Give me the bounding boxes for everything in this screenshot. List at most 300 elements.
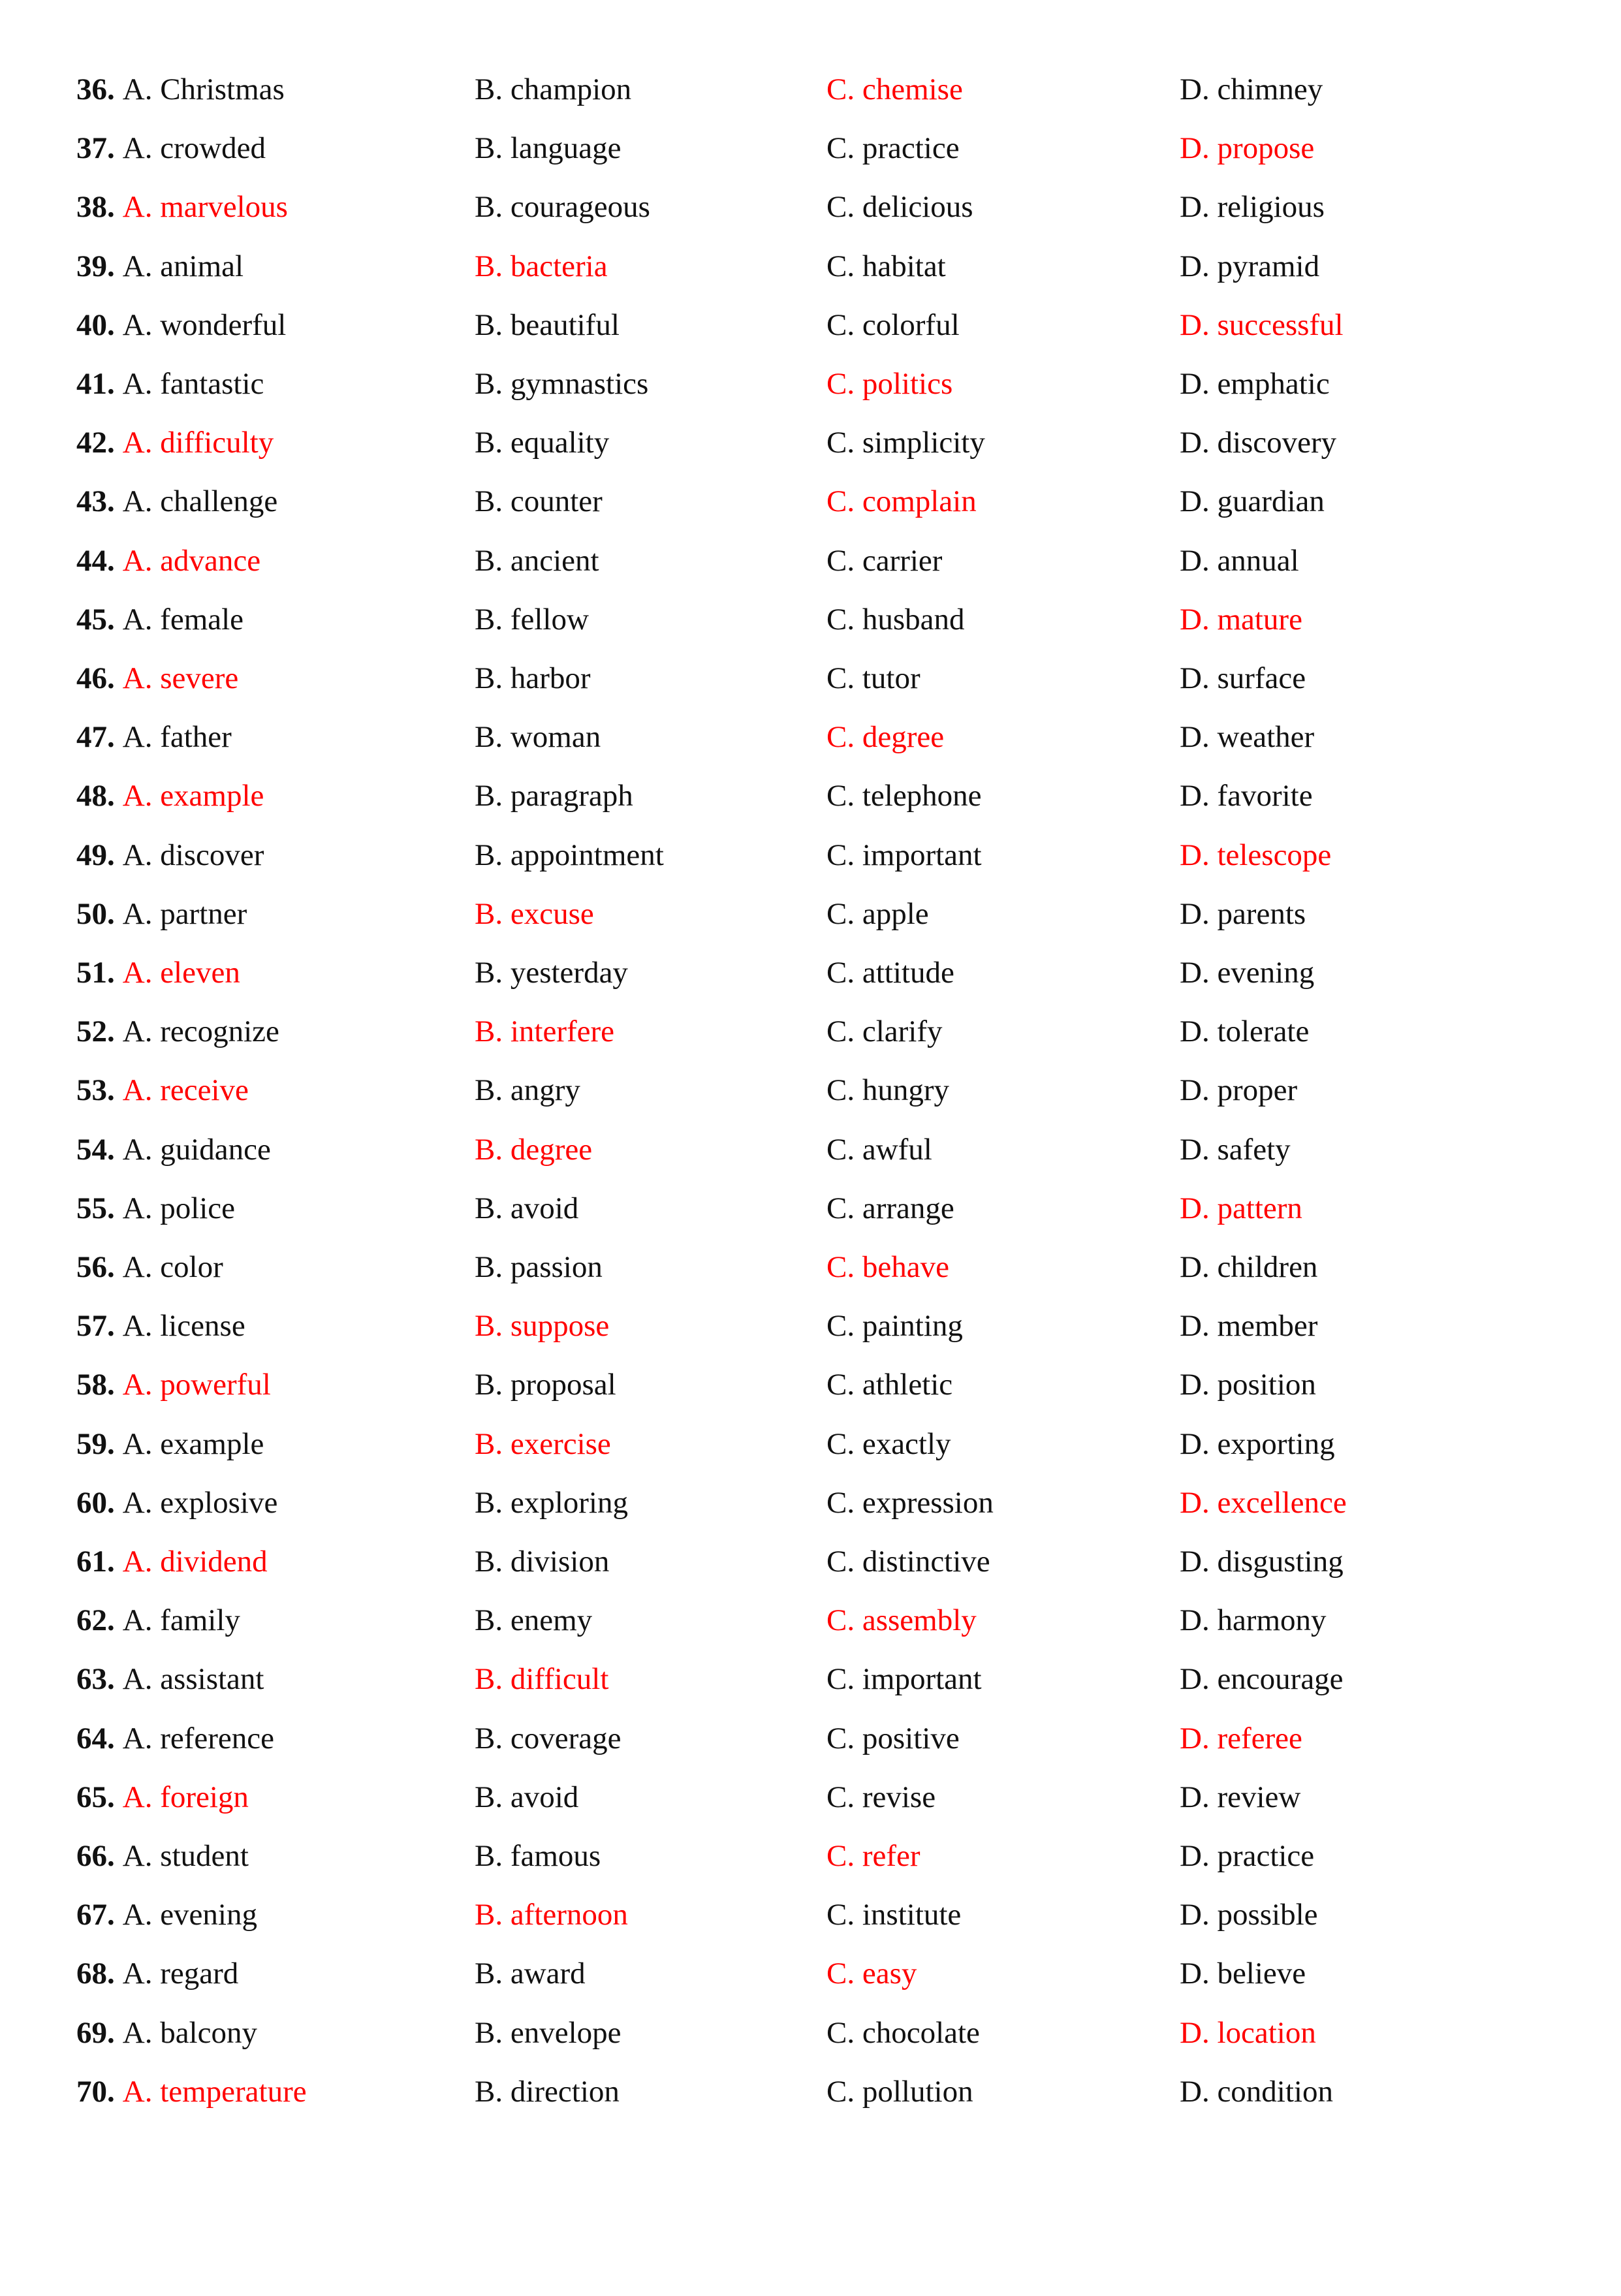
option-text: B. avoid [475, 1780, 579, 1814]
option-text: D. children [1180, 1250, 1318, 1284]
option-b [475, 1532, 609, 1591]
option-text: A. assistant [122, 1662, 264, 1697]
question-number: 65. [76, 1780, 115, 1814]
option-b [475, 1591, 592, 1650]
option-b [475, 354, 648, 413]
correct-option-text: C. chemise [826, 72, 963, 106]
option-text: D. possible [1180, 1898, 1318, 1932]
option-c [826, 1179, 954, 1238]
question-number: 38. [76, 190, 115, 225]
question-row [0, 1650, 1621, 1708]
option-b [475, 413, 609, 472]
option-d [1180, 1532, 1344, 1591]
question-number: 61. [76, 1545, 115, 1579]
question-row [0, 472, 1621, 531]
option-c [826, 1415, 951, 1473]
option-c [826, 1709, 960, 1768]
option-d [1180, 2004, 1316, 2062]
option-b [475, 1297, 609, 1355]
option-a [76, 1179, 235, 1238]
option-a [76, 1827, 249, 1885]
option-text: C. painting [826, 1309, 963, 1344]
option-d [1180, 1885, 1318, 1944]
correct-option-text: B. difficult [475, 1662, 609, 1697]
correct-option-text: A. dividend [122, 1545, 268, 1579]
option-text: B. angry [475, 1073, 580, 1108]
question-number: 70. [76, 2074, 115, 2109]
question-number: 60. [76, 1485, 115, 1520]
option-text: B. direction [475, 2074, 620, 2109]
option-text: B. courageous [475, 190, 650, 225]
question-number: 66. [76, 1839, 115, 1873]
option-text: A. evening [122, 1898, 257, 1932]
option-d [1180, 885, 1306, 943]
option-c [826, 649, 921, 708]
option-d [1180, 1355, 1316, 1414]
correct-option-text: C. politics [826, 367, 953, 401]
option-text: B. yesterday [475, 956, 628, 990]
option-text: D. chimney [1180, 72, 1323, 106]
option-d [1180, 1061, 1297, 1120]
option-text: D. encourage [1180, 1662, 1344, 1697]
option-text: A. family [122, 1603, 240, 1638]
option-a [76, 1709, 274, 1768]
option-c [826, 885, 929, 943]
option-text: A. regard [122, 1957, 239, 1991]
question-number: 67. [76, 1898, 115, 1932]
option-a [76, 2004, 257, 2062]
correct-option-text: C. refer [826, 1839, 921, 1873]
option-text: D. review [1180, 1780, 1301, 1814]
option-text: A. fantastic [122, 367, 264, 401]
option-text: B. award [475, 1957, 586, 1991]
option-d [1180, 1944, 1306, 2003]
option-c [826, 1532, 990, 1591]
option-a [76, 1650, 264, 1708]
correct-option-text: C. assembly [826, 1603, 977, 1638]
question-number: 62. [76, 1603, 115, 1638]
option-text: B. ancient [475, 543, 599, 578]
option-b [475, 649, 591, 708]
question-row [0, 354, 1621, 413]
option-text: D. pyramid [1180, 249, 1320, 283]
option-c [826, 531, 942, 590]
option-d [1180, 708, 1314, 766]
question-number: 47. [76, 720, 115, 755]
question-row [0, 178, 1621, 236]
question-row [0, 1297, 1621, 1355]
option-c [826, 237, 946, 296]
option-a [76, 1473, 277, 1532]
question-row [0, 590, 1621, 649]
option-b [475, 1650, 608, 1708]
option-d [1180, 826, 1331, 885]
option-a [76, 60, 285, 119]
question-number: 52. [76, 1014, 115, 1049]
question-number: 63. [76, 1662, 115, 1697]
question-row [0, 1473, 1621, 1532]
option-d [1180, 1238, 1317, 1297]
correct-option-text: A. difficulty [122, 426, 274, 460]
option-b [475, 590, 589, 649]
option-d [1180, 649, 1306, 708]
correct-option-text: C. complain [826, 484, 977, 519]
option-text: D. surface [1180, 661, 1306, 695]
question-number: 44. [76, 543, 115, 578]
option-d [1180, 943, 1314, 1002]
option-text: A. wonderful [122, 307, 287, 342]
option-text: A. female [122, 602, 244, 637]
option-a [76, 1355, 271, 1414]
question-row [0, 826, 1621, 885]
option-text: C. colorful [826, 307, 960, 342]
option-text: D. weather [1180, 720, 1315, 755]
question-number: 50. [76, 896, 115, 931]
correct-option-text: D. excellence [1180, 1485, 1347, 1520]
question-number: 58. [76, 1368, 115, 1402]
correct-option-text: B. degree [475, 1132, 593, 1167]
option-text: B. fellow [475, 602, 589, 637]
question-row [0, 296, 1621, 354]
option-text: B. coverage [475, 1721, 622, 1755]
option-a [76, 1591, 240, 1650]
option-c [826, 708, 944, 766]
option-c [826, 472, 977, 531]
option-a [76, 119, 266, 178]
option-a [76, 237, 244, 296]
option-text: A. guidance [122, 1132, 271, 1167]
question-row [0, 1768, 1621, 1827]
option-c [826, 413, 985, 472]
option-b [475, 1885, 628, 1944]
option-text: C. institute [826, 1898, 962, 1932]
correct-option-text: B. afternoon [475, 1898, 628, 1932]
option-a [76, 649, 238, 708]
option-text: A. explosive [122, 1485, 278, 1520]
correct-option-text: C. behave [826, 1250, 949, 1284]
option-a [76, 1297, 245, 1355]
option-text: C. important [826, 838, 982, 872]
option-a [76, 590, 244, 649]
question-row [0, 2062, 1621, 2121]
option-c [826, 354, 952, 413]
option-text: B. envelope [475, 2015, 622, 2050]
option-c [826, 826, 982, 885]
option-text: B. gymnastics [475, 367, 649, 401]
correct-option-text: A. receive [122, 1073, 249, 1108]
option-c [826, 1355, 952, 1414]
option-a [76, 2062, 307, 2121]
question-row [0, 1709, 1621, 1768]
question-number: 54. [76, 1132, 115, 1167]
option-text: D. disgusting [1180, 1545, 1344, 1579]
option-a [76, 1002, 279, 1061]
option-text: C. athletic [826, 1368, 953, 1402]
option-text: A. balcony [122, 2015, 257, 2050]
option-text: D. favorite [1180, 779, 1313, 813]
question-row [0, 119, 1621, 178]
option-text: A. animal [122, 249, 244, 283]
option-d [1180, 1002, 1309, 1061]
option-c [826, 766, 982, 825]
option-b [475, 296, 620, 354]
option-c [826, 1944, 917, 2003]
correct-option-text: C. degree [826, 720, 945, 755]
option-text: D. parents [1180, 896, 1306, 931]
option-text: B. appointment [475, 838, 664, 872]
option-text: B. passion [475, 1250, 603, 1284]
correct-option-text: A. temperature [122, 2074, 307, 2109]
question-number: 64. [76, 1721, 115, 1755]
option-d [1180, 354, 1330, 413]
question-row [0, 1827, 1621, 1885]
option-c [826, 1120, 932, 1179]
option-text: D. condition [1180, 2074, 1333, 2109]
option-text: A. reference [122, 1721, 274, 1755]
question-row [0, 1885, 1621, 1944]
option-b [475, 1709, 621, 1768]
question-row [0, 1944, 1621, 2003]
question-number: 53. [76, 1073, 115, 1108]
option-text: C. revise [826, 1780, 936, 1814]
option-d [1180, 1827, 1314, 1885]
option-text: A. father [122, 720, 232, 755]
option-text: B. champion [475, 72, 632, 106]
option-text: D. evening [1180, 956, 1315, 990]
option-d [1180, 2062, 1333, 2121]
question-number: 42. [76, 426, 115, 460]
option-b [475, 885, 594, 943]
option-text: C. hungry [826, 1073, 949, 1108]
question-number: 68. [76, 1957, 115, 1991]
question-row [0, 1061, 1621, 1120]
option-text: C. habitat [826, 249, 946, 283]
option-d [1180, 531, 1299, 590]
correct-option-text: D. mature [1180, 602, 1302, 637]
option-text: C. husband [826, 602, 965, 637]
question-row [0, 60, 1621, 119]
option-text: A. license [122, 1309, 245, 1344]
option-a [76, 1415, 264, 1473]
option-text: C. tutor [826, 661, 921, 695]
option-b [475, 472, 603, 531]
option-text: C. awful [826, 1132, 932, 1167]
option-text: D. proper [1180, 1073, 1298, 1108]
option-text: A. challenge [122, 484, 278, 519]
option-b [475, 1473, 628, 1532]
option-b [475, 1827, 601, 1885]
option-d [1180, 472, 1325, 531]
option-b [475, 1120, 592, 1179]
option-c [826, 1297, 963, 1355]
option-b [475, 60, 631, 119]
option-b [475, 826, 664, 885]
option-b [475, 1002, 614, 1061]
correct-option-text: B. exercise [475, 1426, 611, 1461]
option-a [76, 1768, 249, 1827]
option-text: B. enemy [475, 1603, 593, 1638]
correct-option-text: A. advance [122, 543, 261, 578]
option-d [1180, 296, 1344, 354]
option-text: D. position [1180, 1368, 1316, 1402]
option-text: C. carrier [826, 543, 943, 578]
option-a [76, 296, 286, 354]
option-d [1180, 590, 1302, 649]
correct-option-text: B. interfere [475, 1014, 615, 1049]
option-c [826, 2004, 980, 2062]
option-d [1180, 766, 1313, 825]
question-number: 49. [76, 838, 115, 872]
correct-option-text: B. bacteria [475, 249, 608, 283]
option-a [76, 1120, 271, 1179]
option-d [1180, 1297, 1317, 1355]
correct-option-text: B. excuse [475, 896, 594, 931]
correct-option-text: D. referee [1180, 1721, 1302, 1755]
correct-option-text: D. pattern [1180, 1191, 1302, 1225]
question-number: 69. [76, 2015, 115, 2050]
option-c [826, 1238, 949, 1297]
option-text: A. Christmas [122, 72, 285, 106]
option-b [475, 1355, 616, 1414]
question-row [0, 1238, 1621, 1297]
correct-option-text: D. propose [1180, 131, 1315, 166]
question-number: 48. [76, 779, 115, 813]
option-text: D. believe [1180, 1957, 1306, 1991]
option-c [826, 590, 965, 649]
option-b [475, 1944, 586, 2003]
option-text: D. emphatic [1180, 367, 1330, 401]
question-row [0, 1002, 1621, 1061]
option-a [76, 885, 247, 943]
option-text: C. positive [826, 1721, 960, 1755]
question-number: 45. [76, 602, 115, 637]
option-text: A. recognize [122, 1014, 279, 1049]
correct-option-text: B. suppose [475, 1309, 610, 1344]
option-d [1180, 60, 1323, 119]
option-b [475, 2004, 622, 2062]
question-number: 40. [76, 307, 115, 342]
option-a [76, 766, 264, 825]
option-b [475, 1415, 611, 1473]
option-a [76, 1532, 268, 1591]
option-a [76, 1238, 223, 1297]
option-text: B. woman [475, 720, 601, 755]
question-row [0, 1120, 1621, 1179]
option-text: B. harbor [475, 661, 591, 695]
correct-option-text: D. location [1180, 2015, 1316, 2050]
question-row [0, 708, 1621, 766]
option-c [826, 2062, 973, 2121]
option-a [76, 1061, 249, 1120]
question-row [0, 766, 1621, 825]
question-number: 57. [76, 1309, 115, 1344]
correct-option-text: A. marvelous [122, 190, 288, 225]
question-number: 36. [76, 72, 115, 106]
question-number: 56. [76, 1250, 115, 1284]
option-text: B. counter [475, 484, 603, 519]
option-c [826, 1885, 961, 1944]
correct-option-text: D. telescope [1180, 838, 1332, 872]
option-a [76, 708, 232, 766]
option-c [826, 1473, 994, 1532]
correct-option-text: A. severe [122, 661, 239, 695]
option-text: C. simplicity [826, 426, 985, 460]
question-number: 46. [76, 661, 115, 695]
option-b [475, 766, 633, 825]
question-number: 39. [76, 249, 115, 283]
option-text: C. arrange [826, 1191, 954, 1225]
option-c [826, 119, 960, 178]
correct-option-text: A. example [122, 779, 264, 813]
option-c [826, 1591, 977, 1650]
option-b [475, 1768, 578, 1827]
option-d [1180, 1415, 1335, 1473]
option-b [475, 1238, 603, 1297]
option-b [475, 1061, 580, 1120]
option-a [76, 413, 274, 472]
option-text: A. student [122, 1839, 249, 1873]
option-text: A. example [122, 1426, 264, 1461]
option-a [76, 354, 264, 413]
question-row [0, 943, 1621, 1002]
option-b [475, 531, 599, 590]
option-c [826, 1650, 982, 1708]
option-c [826, 60, 963, 119]
correct-option-text: A. powerful [122, 1368, 271, 1402]
option-text: B. division [475, 1545, 610, 1579]
option-text: B. proposal [475, 1368, 616, 1402]
option-text: B. exploring [475, 1485, 628, 1520]
option-c [826, 1768, 936, 1827]
option-d [1180, 1650, 1344, 1708]
option-c [826, 1827, 921, 1885]
option-c [826, 1002, 943, 1061]
option-d [1180, 237, 1319, 296]
option-text: A. crowded [122, 131, 266, 166]
option-text: B. avoid [475, 1191, 579, 1225]
option-c [826, 178, 973, 236]
option-b [475, 119, 622, 178]
option-d [1180, 1473, 1347, 1532]
option-text: A. partner [122, 896, 247, 931]
option-text: C. exactly [826, 1426, 951, 1461]
option-text: A. color [122, 1250, 223, 1284]
option-text: A. police [122, 1191, 236, 1225]
option-b [475, 943, 628, 1002]
option-d [1180, 1591, 1327, 1650]
question-number: 41. [76, 367, 115, 401]
option-text: C. important [826, 1662, 982, 1697]
question-row [0, 413, 1621, 472]
question-row [0, 531, 1621, 590]
option-text: C. practice [826, 131, 960, 166]
option-text: C. apple [826, 896, 929, 931]
question-number: 59. [76, 1426, 115, 1461]
option-d [1180, 413, 1336, 472]
question-row [0, 1355, 1621, 1414]
option-c [826, 1061, 949, 1120]
option-d [1180, 1120, 1291, 1179]
correct-option-text: A. foreign [122, 1780, 249, 1814]
question-row [0, 2004, 1621, 2062]
option-c [826, 296, 960, 354]
option-c [826, 943, 954, 1002]
option-text: C. telephone [826, 779, 982, 813]
option-text: C. expression [826, 1485, 994, 1520]
option-text: D. tolerate [1180, 1014, 1310, 1049]
option-text: D. member [1180, 1309, 1318, 1344]
question-number: 43. [76, 484, 115, 519]
